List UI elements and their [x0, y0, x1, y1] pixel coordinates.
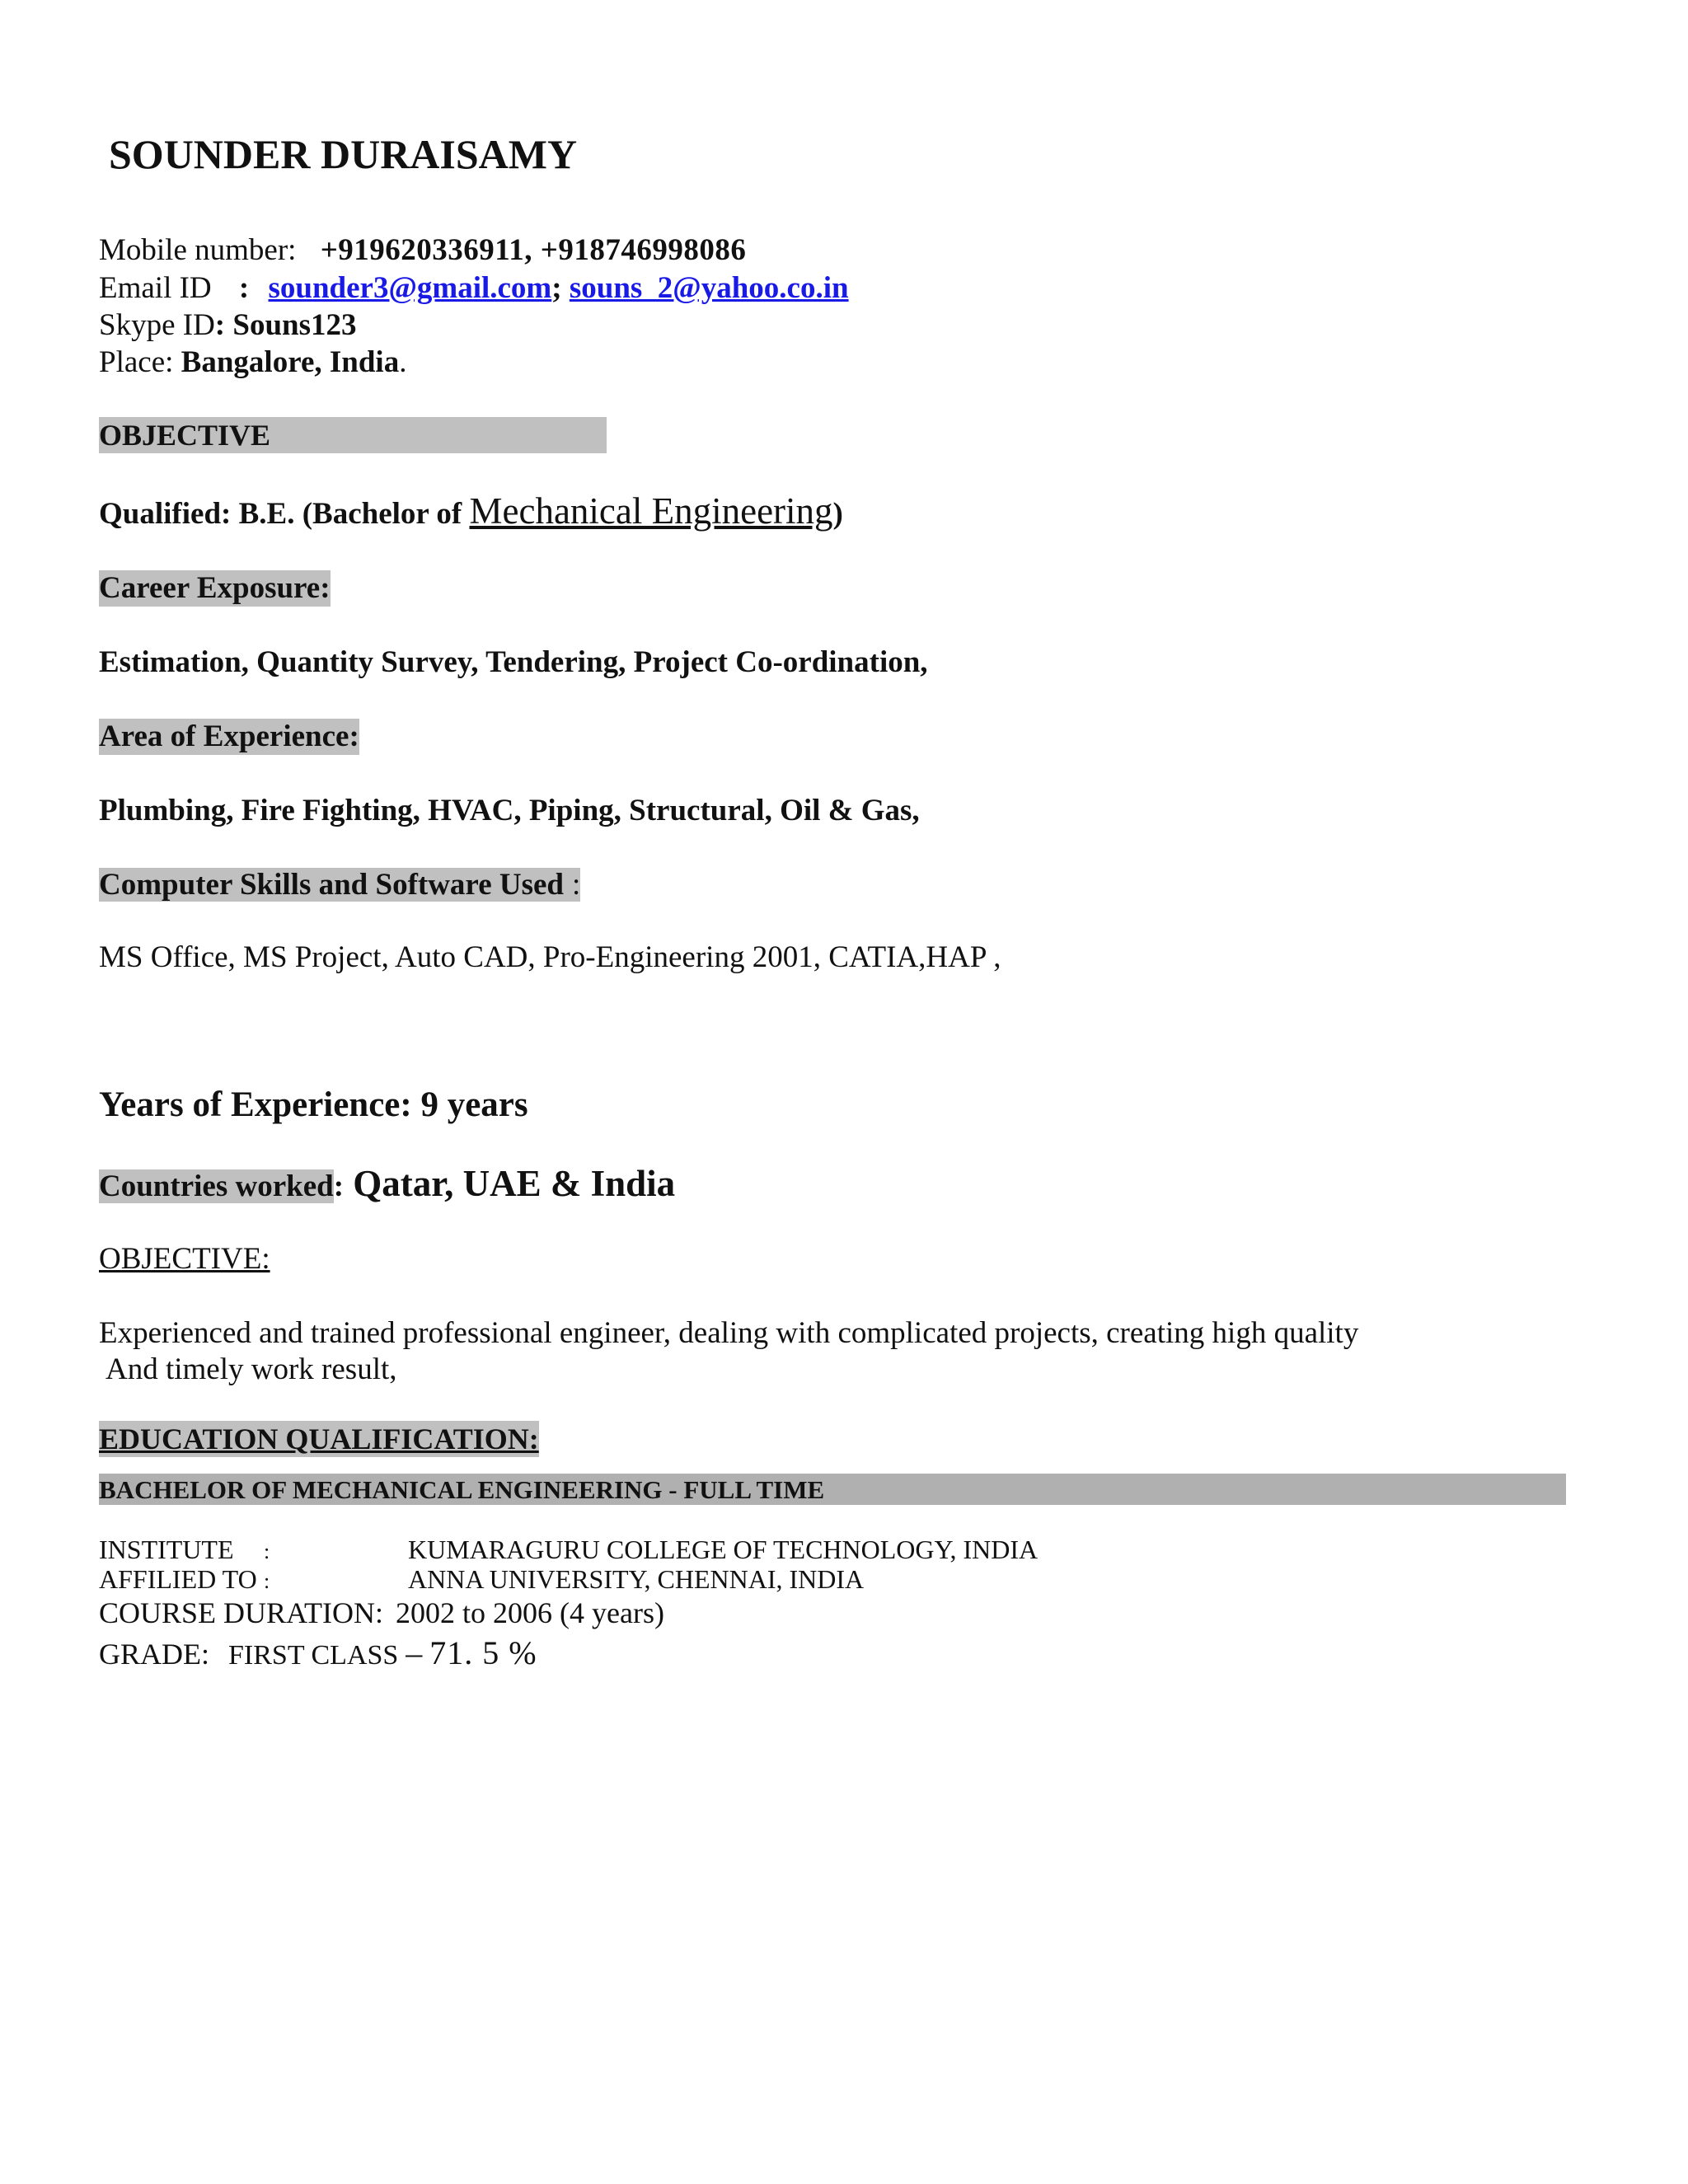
- mobile-line: [99, 232, 746, 268]
- qualified-suffix: ): [832, 497, 843, 531]
- place-line: [99, 344, 406, 380]
- affiliated-sep: :: [264, 1569, 270, 1593]
- email-label: Email ID: [99, 271, 212, 305]
- mobile-value: +919620336911, +918746998086: [320, 233, 747, 267]
- countries-label: Countries worked: [99, 1169, 334, 1203]
- duration-value: 2002 to 2006 (4 years): [396, 1596, 664, 1629]
- email-separator: :: [238, 271, 250, 305]
- grade-label: GRADE:: [99, 1638, 209, 1671]
- grade-dash: –: [406, 1634, 423, 1671]
- years-experience: Years of Experience: 9 years: [99, 1085, 528, 1124]
- candidate-name: SOUNDER DURAISAMY: [109, 131, 578, 177]
- objective-heading: OBJECTIVE: [99, 417, 607, 453]
- institute-row: [99, 1535, 1038, 1565]
- skype-value: : Souns123: [214, 308, 357, 342]
- area-experience-heading: Area of Experience:: [99, 719, 359, 753]
- countries-sep: :: [333, 1169, 345, 1203]
- qualified-degree: Mechanical Engineering: [469, 490, 833, 532]
- countries-line: [99, 1162, 675, 1205]
- computer-skills-text: MS Office, MS Project, Auto CAD, Pro-Engineering 2001, CATIA,HAP ,: [99, 940, 1001, 974]
- email-joiner: ;: [551, 271, 562, 305]
- duration-label: COURSE DURATION:: [99, 1596, 384, 1629]
- institute-sep: :: [264, 1540, 270, 1563]
- education-banner-text: BACHELOR OF MECHANICAL ENGINEERING - FULL TIME: [99, 1475, 825, 1504]
- education-banner: [99, 1474, 1566, 1505]
- countries-value: Qatar, UAE & India: [344, 1163, 676, 1204]
- email-link-secondary[interactable]: souns_2@yahoo.co.in: [569, 271, 849, 305]
- email-line: [99, 270, 849, 306]
- affiliated-value: ANNA UNIVERSITY, CHENNAI, INDIA: [408, 1564, 865, 1594]
- email-link-primary[interactable]: sounder3@gmail.com: [268, 271, 552, 305]
- computer-skills-heading: Computer Skills and Software Used: [99, 868, 564, 902]
- institute-label: INSTITUTE: [99, 1535, 234, 1564]
- career-exposure-heading: Career Exposure:: [99, 571, 331, 605]
- mobile-label: Mobile number:: [99, 233, 297, 267]
- qualified-line: [99, 490, 843, 532]
- duration-row: [99, 1596, 664, 1630]
- place-end: .: [399, 345, 407, 379]
- grade-value: FIRST CLASS: [228, 1640, 399, 1671]
- area-experience-text: Plumbing, Fire Fighting, HVAC, Piping, Structural, Oil & Gas,: [99, 794, 920, 827]
- objective-subheading: OBJECTIVE:: [99, 1242, 270, 1276]
- career-exposure-text: Estimation, Quantity Survey, Tendering, Project Co-ordination,: [99, 645, 928, 679]
- institute-value: KUMARAGURU COLLEGE OF TECHNOLOGY, INDIA: [408, 1535, 1039, 1564]
- affiliated-label: AFFILIED TO: [99, 1564, 257, 1594]
- skype-label: Skype ID: [99, 308, 215, 342]
- skype-line: [99, 307, 357, 343]
- qualified-prefix: Qualified: B.E. (Bachelor of: [99, 497, 470, 531]
- grade-percent: 71. 5 %: [429, 1634, 537, 1671]
- grade-row: [99, 1633, 537, 1672]
- computer-skills-heading-line: [99, 867, 580, 903]
- computer-skills-sep: :: [564, 868, 580, 902]
- education-heading: EDUCATION QUALIFICATION:: [99, 1422, 539, 1455]
- place-label: Place:: [99, 345, 174, 379]
- objective-text-line1: Experienced and trained professional engineer, dealing with complicated projects, creating high quality: [99, 1316, 1359, 1350]
- objective-text-line2: And timely work result,: [106, 1352, 397, 1386]
- place-value: Bangalore, India: [181, 345, 400, 379]
- affiliated-row: [99, 1564, 864, 1595]
